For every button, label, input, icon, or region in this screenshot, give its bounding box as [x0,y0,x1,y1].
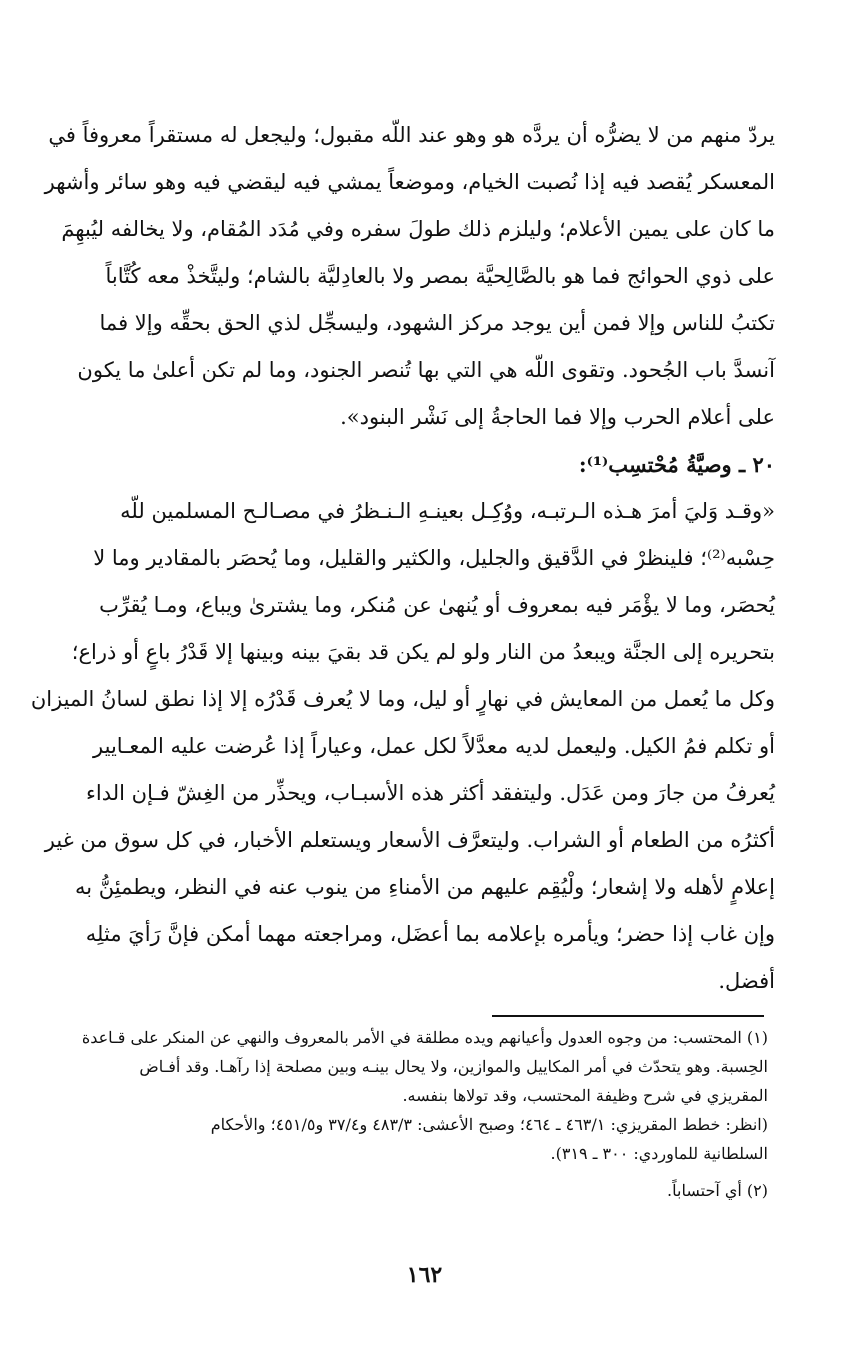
text-line: آنسدَّ باب الجُحود. وتقوى اللّه هي التي بها تُنصر الجنود، وما لم تكن أعلىٰ ما يكون [77,358,775,382]
text-line: إعلامٍ لأهله ولا إشعار؛ ولْيُقِم عليهم من الأمناءِ من ينوب عنه في النظر، ويطمئِنُّ به [74,875,775,899]
footnote-divider [492,1015,764,1017]
footnotes [28,1023,768,1205]
text-line: حِسْبه⁽²⁾؛ فلينظرْ في الدَّقيق والجليل، والكثير والقليل، وما يُحصَر بالمقادير وما لا [93,546,775,570]
footnote-spacer [28,1168,768,1176]
text-line: على أعلام الحرب وإلا فما الحاجةُ إلى نَشْر البنود». [340,405,775,429]
footnote-line: (انظر: خطط المقريزي: ٤٦٣/١ ـ ٤٦٤؛ وصبح الأعشى: ٤٨٣/٣ و٣٧/٤ و٤٥١/٥؛ والأحكام [210,1115,768,1134]
text-line: بتحريره إلى الجنَّة ويبعدُ من النار ولو لم يكن قد بقيَ بينه وبينها إلا قَدْرُ باعٍ أو ذراع؛ [71,640,775,664]
page-number: ١٦٢ [406,1262,443,1288]
text-line: تكتبُ للناس وإلا فمن أين يوجد مركز الشهود، وليسجِّل لذي الحق بحقِّه وإلا فما [99,311,775,335]
text-line: «وقـد وَليَ أمرَ هـذه الـرتبـه، ووُكِـل بعينـهِ الـنـظرُ في مصـالـح المسلمين للّه [120,499,775,523]
text-line: أو تكلم فمُ الكيل. وليعمل لديه معدَّلاً لكل عمل، وعياراً إذا عُرضت عليه المعـايير [93,734,775,758]
text-line: المعسكر يُقصد فيه إذا نُصبت الخيام، وموضعاً يمشي فيه ليقضي فيه وهو سائر وأشهر [44,170,775,194]
text-line: ما كان على يمين الأعلام؛ وليلزم ذلك طولَ سفره وفي مُدَد المُقام، ولا يخالفه ليُبهِمَ [61,217,775,241]
footnote-line: المقريزي في شرح وظيفة المحتسب، وقد تولاها بنفسه. [402,1086,768,1105]
text-line: أفضل. [718,969,775,993]
footnote-line: (٢) أي آحتساباً. [667,1181,768,1200]
text-line: وإن غاب إذا حضر؛ ويأمره بإعلامه بما أعضَل، ومراجعته مهما أمكن فإنَّ رَأيَ مثلِه [85,922,775,946]
footnote-line: السلطانية للماوردي: ٣٠٠ ـ ٣١٩). [550,1144,768,1163]
main-text [30,112,775,1005]
text-line: وكل ما يُعمل من المعايش في نهارٍ أو ليل، وما لا يُعرف قَدْرُه إلا إذا نطق لسانُ الميزان [30,687,775,711]
section-heading: ٢٠ ـ وصيَّةُ مُحْتسِب⁽¹⁾: [578,452,775,477]
text-line: على ذوي الحوائج فما هو بالصَّالِحيَّة بمصر ولا بالعادِليَّة بالشام؛ وليتَّخذْ معه كُتَّاباً [105,264,775,288]
footnote-line: (١) المحتسب: من وجوه العدول وأعيانهم ويده مطلقة في الأمر بالمعروف والنهي عن المنكر على قـاعدة [81,1028,768,1047]
footnote-line: الحِسبة. وهو يتحدّث في أمر المكاييل والموازين، ولا يحال بينـه وبين مصلحة إذا رآهـا. وقد أفـاض [139,1057,768,1076]
text-line: يُحصَر، وما لا يؤْمَر فيه بمعروف أو يُنهىٰ عن مُنكر، وما يشترىٰ ويباع، ومـا يُقرِّب [99,593,775,617]
text-line: يُعرفُ من جارَ ومن عَدَل. وليتفقد أكثر هذه الأسبـاب، ويحذِّر من الغِشّ فـإن الداء [86,781,775,805]
text-line: أكثرُه من الطعام أو الشراب. وليتعرَّف الأسعار ويستعلم الأخبار، في كل سوق من غير [44,828,775,852]
text-line: يردّ منهم من لا يضرُّه أن يردَّه هو وهو عند اللّه مقبول؛ وليجعل له مستقراً معروفاً في [48,123,775,147]
